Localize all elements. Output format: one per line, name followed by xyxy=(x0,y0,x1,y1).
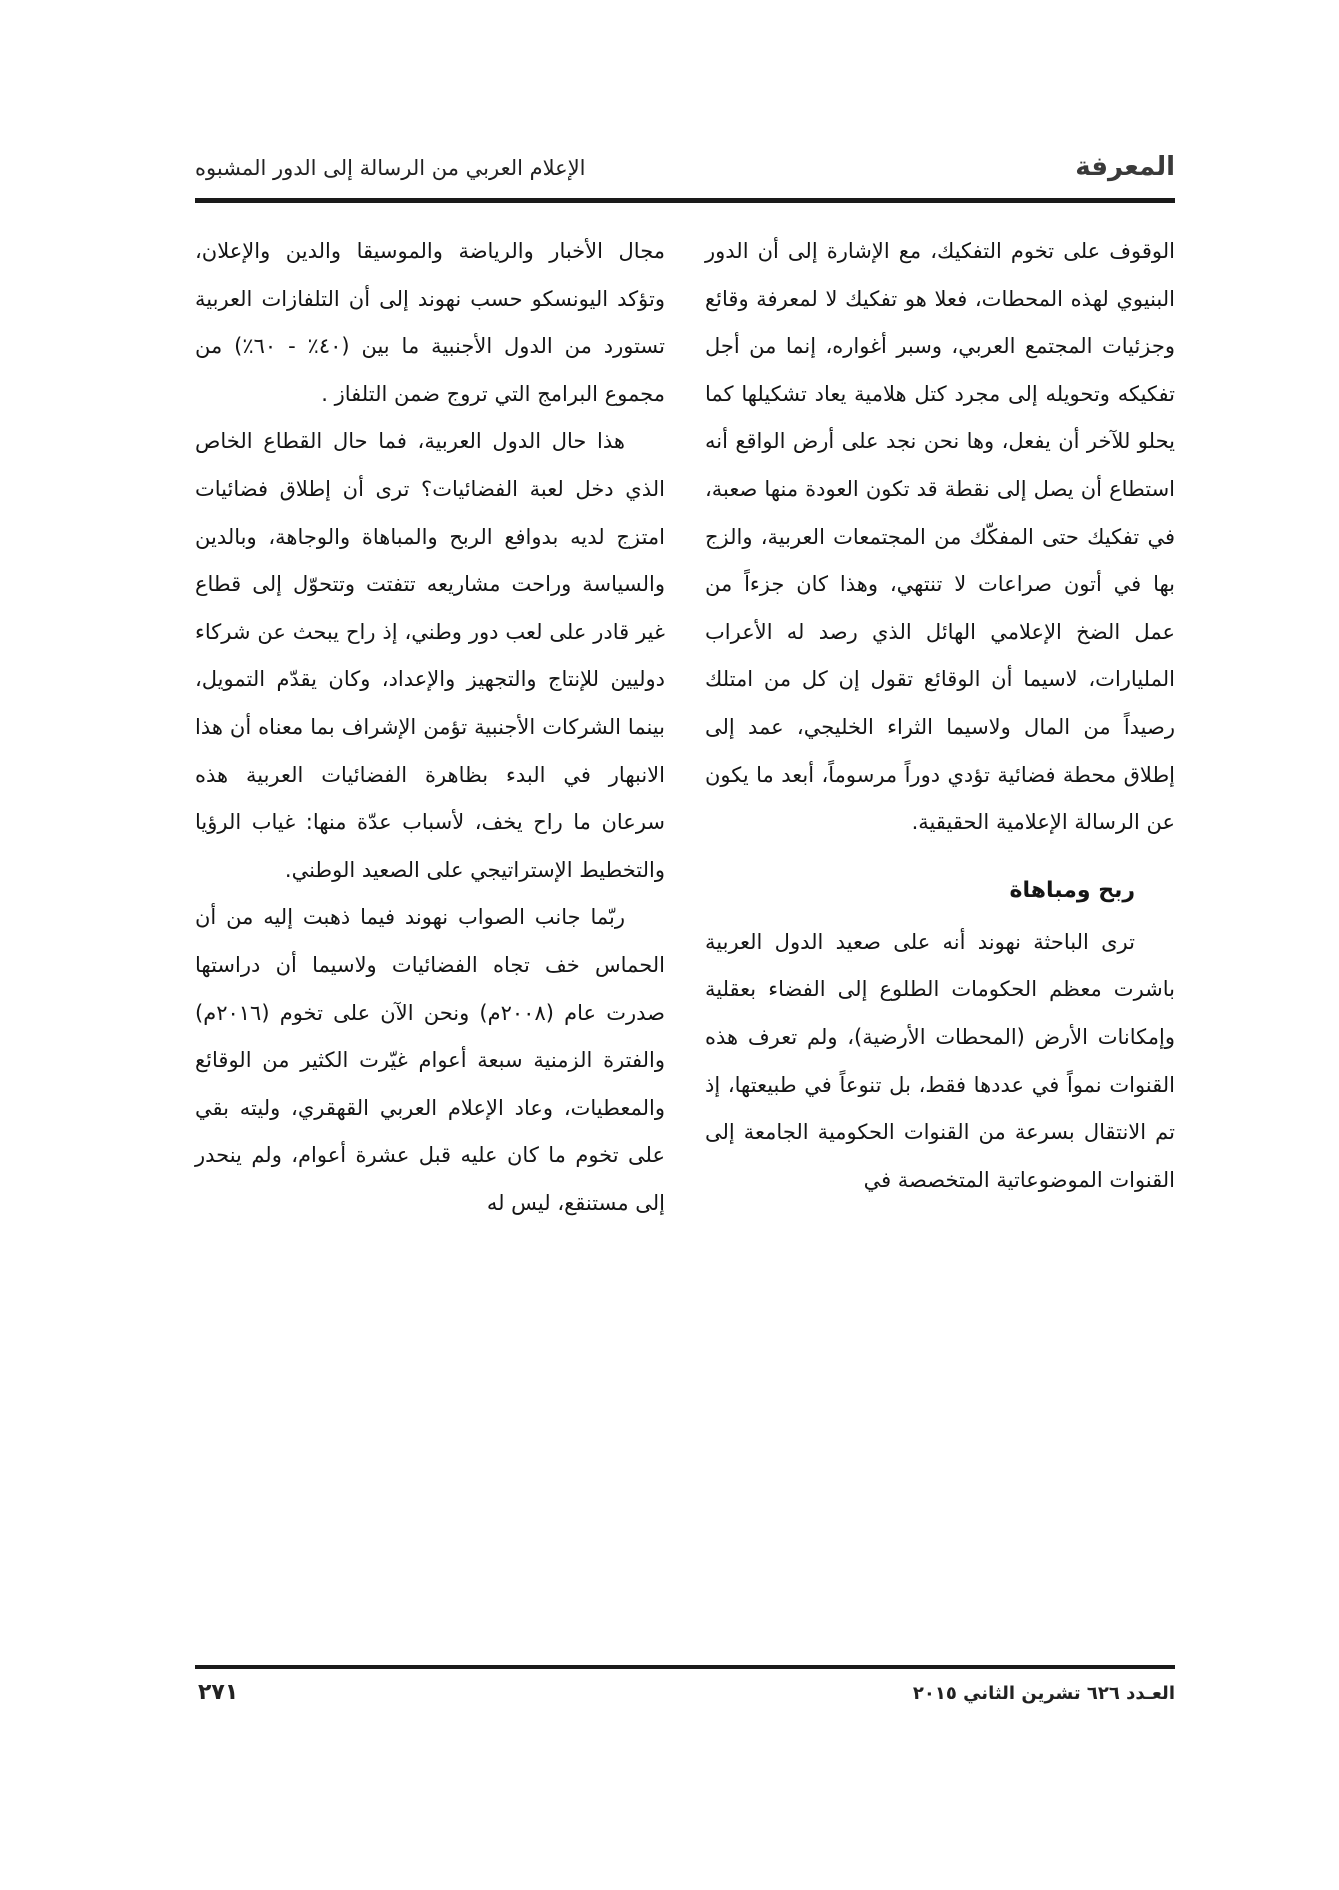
magazine-logo: المعرفة xyxy=(1075,152,1175,182)
right-paragraph-2: ترى الباحثة نهوند أنه على صعيد الدول العربية باشرت معظم الحكومات الطلوع إلى الفضاء بعقلية وإمكانات الأرض (المحطات الأرضية)، ولم تعرف هذه القنوات نمواً في عددها فقط، بل تنوعاً في طبيعتها، إذ تم الانتقال بسرعة من القنوات الحكومية الجامعة إلى القنوات الموضوعاتية المتخصصة في xyxy=(705,929,1175,1192)
issue-info: العـدد ٦٢٦ تشرين الثاني ٢٠١٥ xyxy=(912,1683,1175,1704)
left-paragraph-2: هذا حال الدول العربية، فما حال القطاع الخاص الذي دخل لعبة الفضائيات؟ ترى أن إطلاق فضائيات امتزج لديه بدوافع الربح والمباهاة والوجاهة، وبالدين والسياسة وراحت مشاريعه تتفتت وتتحوّل إلى قطاع غير قادر على لعب دور وطني، إذ راح يبحث عن شركاء دوليين للإنتاج والتجهيز والإعداد، وكان يقدّم التمويل، بينما الشركات الأجنبية تؤمن الإشراف بما معناه أن هذا الانبهار في البدء بظاهرة الفضائيات العربية هذه سرعان ما راح يخف، لأسباب عدّة منها: غياب الرؤيا والتخطيط الإستراتيجي على الصعيد الوطني. xyxy=(195,429,665,882)
left-paragraph-1: مجال الأخبار والرياضة والموسيقا والدين والإعلان، وتؤكد اليونسكو حسب نهوند إلى أن التلفازات العربية تستورد من الدول الأجنبية ما بين (٤٠٪ - ٦٠٪) من مجموع البرامج التي تروج ضمن التلفاز . xyxy=(195,239,665,406)
header-rule xyxy=(195,198,1175,203)
running-title: الإعلام العربي من الرسالة إلى الدور المشبوه xyxy=(195,156,586,180)
right-column xyxy=(705,228,1175,1204)
page-number: ٢٧١ xyxy=(198,1680,239,1705)
footer-rule xyxy=(195,1665,1175,1669)
left-column xyxy=(195,228,665,1227)
left-paragraph-3: ربّما جانب الصواب نهوند فيما ذهبت إليه من أن الحماس خف تجاه الفضائيات ولاسيما أن دراستها صدرت عام (٢٠٠٨م) ونحن الآن على تخوم (٢٠١٦م) والفترة الزمنية سبعة أعوام غيّرت الكثير من الوقائع والمعطيات، وعاد الإعلام العربي القهقري، وليته بقي على تخوم ما كان عليه قبل عشرة أعوام، ولم ينحدر إلى مستنقع، ليس له xyxy=(195,905,665,1215)
page-header xyxy=(195,150,1175,196)
section-subheading: ربح ومباهاة xyxy=(1009,877,1135,903)
right-paragraph-1: الوقوف على تخوم التفكيك، مع الإشارة إلى أن الدور البنيوي لهذه المحطات، فعلا هو تفكيك لا لمعرفة وقائع وجزئيات المجتمع العربي، وسبر أغواره، إنما من أجل تفكيكه وتحويله إلى مجرد كتل هلامية يعاد تشكيلها كما يحلو للآخر أن يفعل، وها نحن نجد على أرض الواقع أنه استطاع أن يصل إلى نقطة قد تكون العودة منها صعبة، في تفكيك حتى المفكّك من المجتمعات العربية، والزج بها في أتون صراعات لا تنتهي، وهذا كان جزءاً من عمل الضخ الإعلامي الهائل الذي رصد له الأعراب المليارات، لاسيما أن الوقائع تقول إن كل من امتلك رصيداً من المال ولاسيما الثراء الخليجي، عمد إلى إطلاق محطة فضائية تؤدي دوراً مرسوماً، أبعد ما يكون عن الرسالة الإعلامية الحقيقية. xyxy=(705,239,1175,835)
